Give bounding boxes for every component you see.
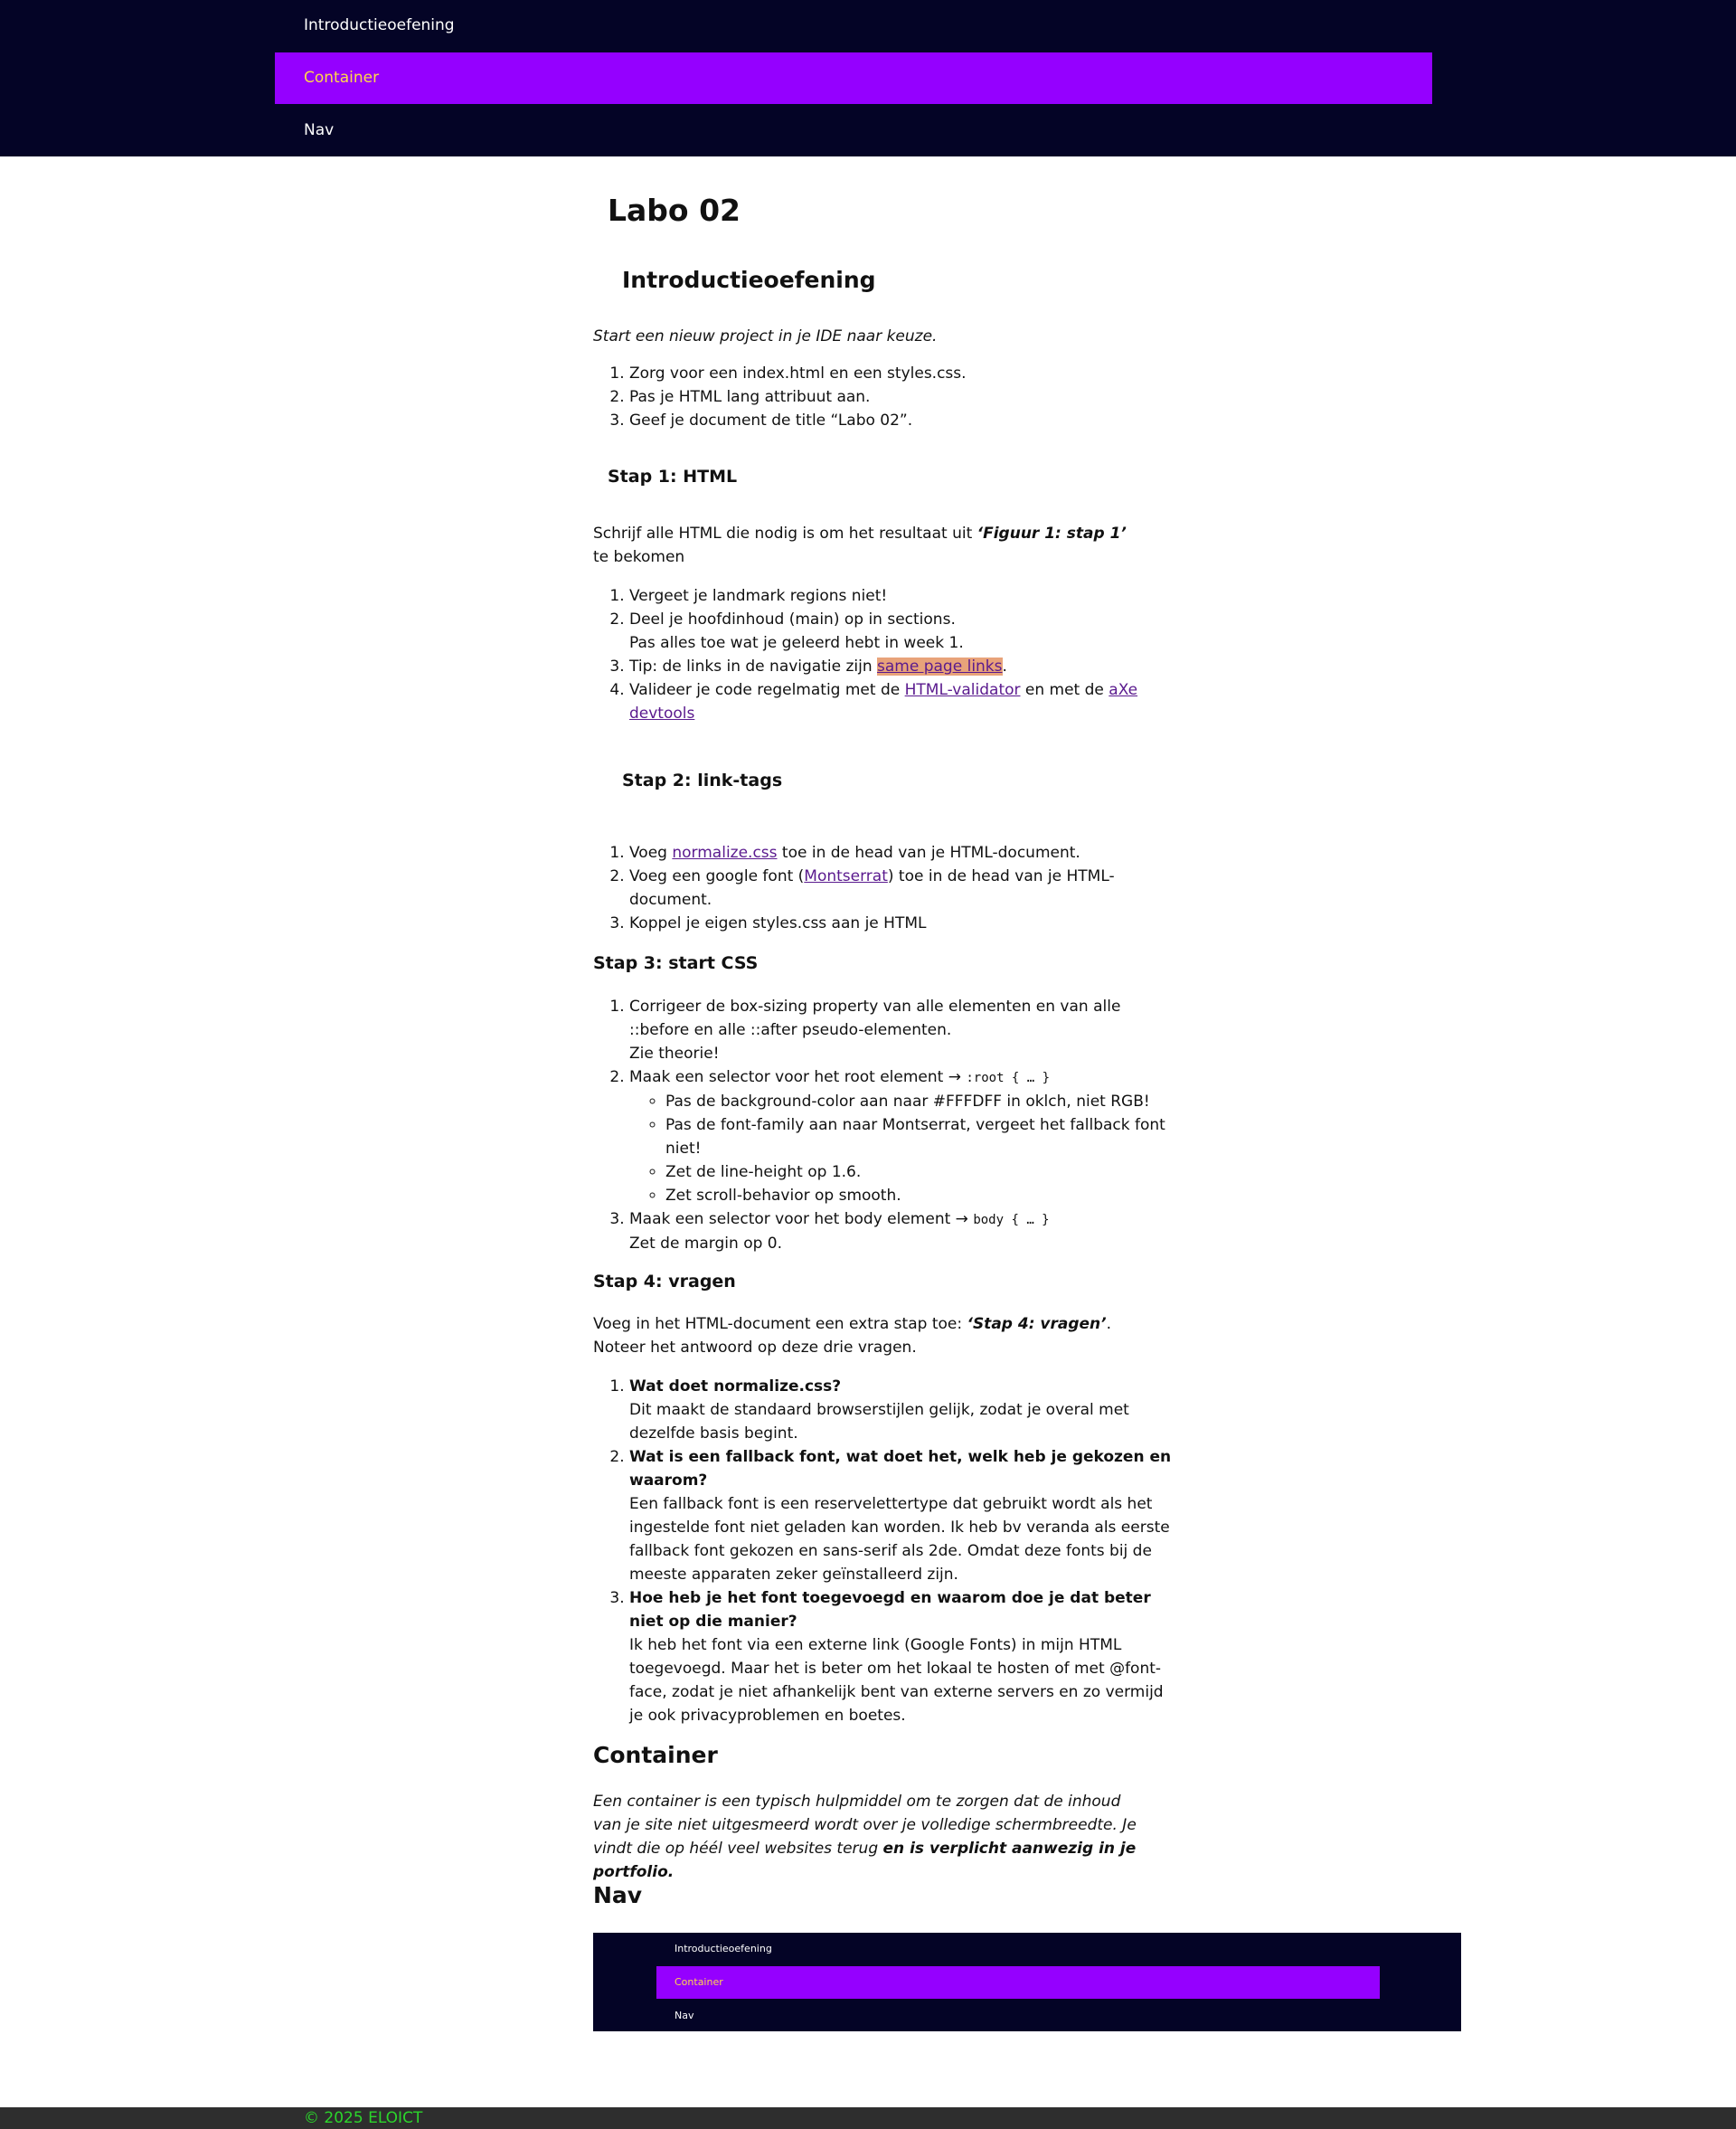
nav-link-label: Introductieoefening bbox=[304, 15, 455, 34]
question-item: 1. Wat doet normalize.css? Dit maakt de standaard browserstijlen gelijk, zodat je overal met dezelfde basis begint. bbox=[629, 1375, 1181, 1445]
list-item: 2. Pas je HTML lang attribuut aan. bbox=[629, 385, 1181, 409]
code-snippet: :root { … } bbox=[966, 1071, 1051, 1085]
list-item: ◦ Zet de line-height op 1.6. bbox=[665, 1160, 1181, 1184]
intro-steps-list bbox=[593, 362, 1181, 432]
axe-devtools-link[interactable]: aXe devtools bbox=[629, 681, 1138, 723]
nav-link-label: Nav bbox=[304, 120, 335, 139]
list-item: ◦ Pas de background-color aan naar #FFFDFF in oklch, niet RGB! bbox=[665, 1090, 1181, 1113]
list-item: ◦ Pas de font-family aan naar Montserrat, vergeet het fallback font niet! bbox=[665, 1113, 1181, 1160]
nav-link-label: Container bbox=[304, 68, 380, 87]
section-heading-container: Container bbox=[593, 1742, 718, 1768]
top-navigation bbox=[0, 0, 1736, 156]
list-item: 1. Vergeet je landmark regions niet! bbox=[629, 584, 1181, 608]
section-heading-stap-4: Stap 4: vragen bbox=[593, 1272, 736, 1292]
container-text: Een container is een typisch hulpmiddel om te zorgen dat de inhoud van je site niet uitgesmeerd wordt over je volledige schermbreedte. Je vindt die op héél veel websites terug en is verplicht aanwezig in je portfolio. bbox=[593, 1793, 1137, 1881]
list-item: ◦ Zet scroll-behavior op smooth. bbox=[665, 1184, 1181, 1207]
preview-nav-item: Nav bbox=[675, 2009, 694, 2021]
list-item: 3. Koppel je eigen styles.css aan je HTML bbox=[629, 912, 1181, 935]
step3-sublist bbox=[629, 1090, 1181, 1207]
section-heading-stap-3: Stap 3: start CSS bbox=[593, 953, 759, 973]
section-heading-stap-2: Stap 2: link-tags bbox=[622, 771, 783, 790]
list-item: 3. Geef je document de title “Labo 02”. bbox=[629, 409, 1181, 432]
preview-nav-item-active: Container bbox=[656, 1966, 1380, 1999]
list-item: 1. Zorg voor een index.html en een styles.css. bbox=[629, 362, 1181, 385]
step4-lead: Voeg in het HTML-document een extra stap toe: ‘Stap 4: vragen’. Noteer het antwoord op deze drie vragen. bbox=[593, 1315, 1112, 1357]
footer bbox=[0, 2107, 1736, 2129]
code-snippet: body { … } bbox=[973, 1213, 1050, 1227]
list-item: 2. Deel je hoofdinhoud (main) op in sections. Pas alles toe wat je geleerd hebt in week 1. bbox=[629, 608, 1181, 655]
list-item: 4. Valideer je code regelmatig met de HTML-validator en met de aXe devtools bbox=[629, 678, 1181, 725]
nav-link-container[interactable] bbox=[275, 52, 1432, 104]
section-heading-introductieoefening: Introductieoefening bbox=[622, 267, 876, 293]
section-heading-stap-1: Stap 1: HTML bbox=[608, 467, 738, 487]
question-item: 2. Wat is een fallback font, wat doet het, welk heb je gekozen en waarom? Een fallback font is een reservelettertype dat gebruikt wordt als het ingestelde font niet geladen kan worden. Ik heb bv veranda als eerste fallback font gekozen en sans-serif als 2de. Omdat deze fonts bij de meeste apparaten zeker geïnstalleerd zijn. bbox=[629, 1445, 1181, 1586]
nav-link-nav[interactable] bbox=[0, 105, 1736, 156]
page-title: Labo 02 bbox=[608, 193, 741, 228]
footer-text: © 2025 ELOICT bbox=[304, 2109, 423, 2127]
nav-preview-figure bbox=[593, 1933, 1461, 2031]
step4-questions-list bbox=[593, 1375, 1181, 1727]
list-item: 2. Voeg een google font (Montserrat) toe in de head van je HTML-document. bbox=[629, 865, 1181, 912]
list-item: 2. Maak een selector voor het root element → :root { … } ◦ Pas de background-color aan naar #FFFDFF in oklch, niet RGB! ◦ Pas de font-family aan naar Montserrat, vergeet het fallback font niet! ◦ Zet de line-height op 1.6. ◦ Zet scroll-behavior op smooth. bbox=[629, 1065, 1181, 1207]
step1-list bbox=[593, 584, 1181, 725]
step1-lead: Schrijf alle HTML die nodig is om het resultaat uit ‘Figuur 1: stap 1’ te bekomen bbox=[593, 525, 1127, 566]
intro-lead: Start een nieuw project in je IDE naar keuze. bbox=[593, 327, 938, 345]
same-page-links-link[interactable]: same page links bbox=[877, 658, 1003, 676]
normalize-css-link[interactable]: normalize.css bbox=[672, 844, 778, 862]
question-item: 3. Hoe heb je het font toegevoegd en waarom doe je dat beter niet op die manier? Ik heb het font via een externe link (Google Fonts) in mijn HTML toegevoegd. Maar het is beter om het lokaal te hosten of met @font-face, zodat je niet afhankelijk bent van externe servers en zo vermijd je ook privacyproblemen en boetes. bbox=[629, 1586, 1181, 1727]
nav-link-introductieoefening[interactable] bbox=[0, 0, 1736, 52]
montserrat-link[interactable]: Montserrat bbox=[804, 867, 888, 885]
step2-list bbox=[593, 841, 1181, 935]
list-item: 3. Maak een selector voor het body element → body { … } Zet de margin op 0. bbox=[629, 1207, 1181, 1255]
list-item: 1. Voeg normalize.css toe in de head van je HTML-document. bbox=[629, 841, 1181, 865]
html-validator-link[interactable]: HTML-validator bbox=[904, 681, 1021, 699]
section-heading-nav: Nav bbox=[593, 1882, 643, 1908]
list-item: 1. Corrigeer de box-sizing property van alle elementen en van alle ::before en alle ::after pseudo-elementen. Zie theorie! bbox=[629, 995, 1181, 1065]
list-item: 3. Tip: de links in de navigatie zijn same page links. bbox=[629, 655, 1181, 678]
preview-nav-item: Introductieoefening bbox=[675, 1942, 772, 1954]
step3-list bbox=[593, 995, 1181, 1255]
